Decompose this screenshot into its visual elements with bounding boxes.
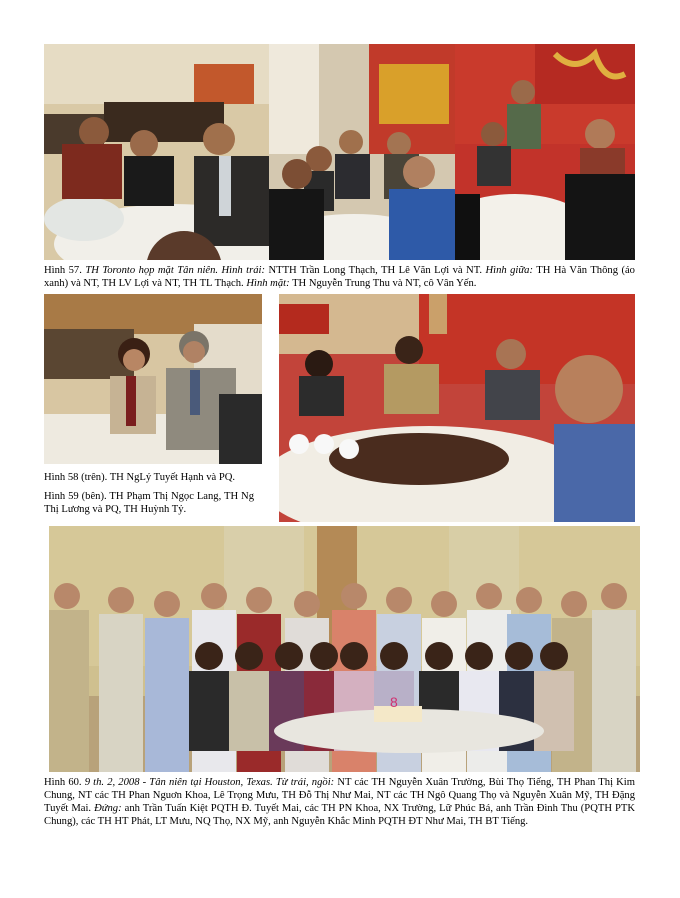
caption-57-italic2: Hình giữa:: [485, 265, 533, 276]
caption-figure-58: Hình 58 (trên). TH NgLý Tuyết Hạnh và PQ.: [44, 472, 236, 483]
photo-60: [49, 526, 640, 772]
caption-57-italic1: TH Toronto họp mặt Tân niên. Hình trái:: [85, 265, 265, 276]
caption-57-part4: TH Nguyễn Trung Thu và NT, cô Vân Yến.: [289, 278, 477, 289]
photo-57-middle: [269, 44, 455, 260]
photo-57-right: [455, 44, 635, 260]
caption-figure-59: Hình 59 (bên). TH Phạm Thị Ngọc Lang, TH Ng Thị Lương và PQ, TH Huỳnh Tỷ.: [44, 491, 254, 515]
caption-57-part2: NTTH Trần Long Thạch, TH Lê Văn Lợi và NT.: [265, 265, 486, 276]
caption-60-italic1: 9 th. 2, 2008 - Tân niên tại Houston, Texas. Từ trái, ngồi:: [84, 777, 335, 788]
cake-text: 8: [390, 694, 398, 710]
caption-60-italic2: Đứng:: [94, 803, 122, 814]
photo-58: [44, 294, 262, 464]
caption-figure-57: [44, 264, 635, 290]
caption-60-part3: anh Trần Tuấn Kiệt PQTH Đ. Tuyết Mai, các TH PN Khoa, NX Trường, Lữ Phúc Bá, anh Trần Đình Thu (PQTH PTK Chung), các TH HT Phát, LT Mưu, NQ Thọ, NX Mỹ, anh Nguyễn Khắc Minh PQTH ĐT Như Mai, TH BT Tiếng.: [44, 803, 635, 827]
caption-60-part1: Hình 60.: [44, 777, 85, 788]
caption-57-part1: Hình 57.: [44, 265, 86, 276]
caption-figure-60: [44, 776, 635, 828]
caption-57-italic3: Hình mặt:: [246, 278, 290, 289]
caption-57-part3: TH Hà Văn Thông (áo xanh) và NT, TH LV Lợi và NT, TH TL Thạch.: [44, 265, 635, 289]
photo-57-left: [44, 44, 269, 260]
caption-60-part2: NT các TH Nguyễn Xuân Trường, Bùi Thọ Tiếng, TH Phan Thị Kim Chung, NT các TH Phan Nguơn Khoa, Lê Trọng Mưu, TH Đỗ Thị Như Mai, NT các TH Ngô Quang Thọ và Nguyễn Xuân Mỹ, TH Đặng Tuyết Mai.: [44, 777, 635, 814]
photo-59: [279, 294, 635, 522]
